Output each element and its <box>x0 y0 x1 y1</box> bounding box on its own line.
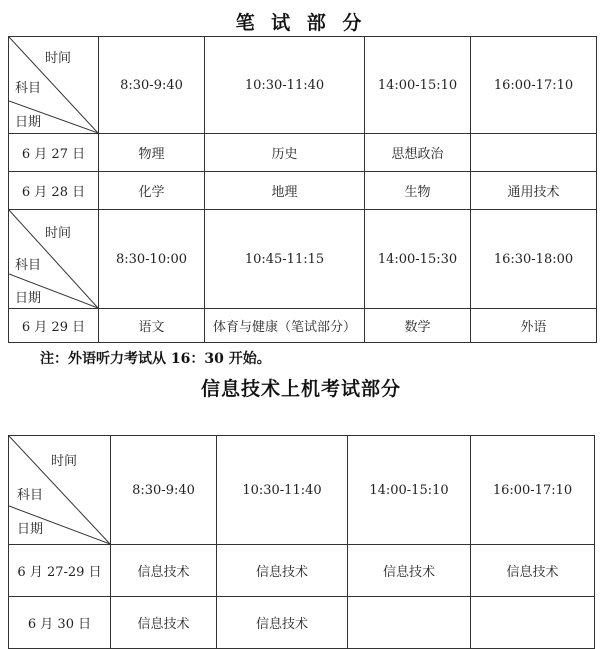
time-slot: 10:30-11:40 <box>217 436 348 545</box>
subject-cell: 思想政治 <box>365 134 471 172</box>
subject-cell: 信息技术 <box>111 597 217 649</box>
table-row <box>9 172 597 210</box>
time-slot: 8:30-9:40 <box>99 37 205 134</box>
subject-cell: 体育与健康（笔试部分） <box>205 309 365 343</box>
table-row <box>9 134 597 172</box>
subject-cell: 化学 <box>99 172 205 210</box>
time-slot: 8:30-9:40 <box>111 436 217 545</box>
diag-date-label: 日期 <box>17 522 44 537</box>
computer-exam-title: 信息技术上机考试部分 <box>200 378 401 400</box>
diagonal-header-cell <box>9 210 99 309</box>
time-header-row <box>9 436 595 545</box>
subject-cell: 信息技术 <box>348 545 471 597</box>
time-slot: 16:00-17:10 <box>471 37 597 134</box>
time-slot: 14:00-15:30 <box>365 210 471 309</box>
time-header-row <box>9 37 597 134</box>
time-slot: 10:30-11:40 <box>205 37 365 134</box>
date-cell: 6 月 27-29 日 <box>9 545 111 597</box>
subject-cell: 生物 <box>365 172 471 210</box>
subject-cell: 地理 <box>205 172 365 210</box>
time-header-row <box>9 210 597 309</box>
date-cell: 6 月 30 日 <box>9 597 111 649</box>
subject-cell <box>348 597 471 649</box>
listening-note: 注：外语听力考试从 16：30 开始。 <box>40 351 271 367</box>
diag-date-label: 日期 <box>15 115 42 130</box>
diag-time-label: 时间 <box>51 454 78 469</box>
subject-cell: 外语 <box>471 309 597 343</box>
time-slot: 14:00-15:10 <box>365 37 471 134</box>
time-slot: 14:00-15:10 <box>348 436 471 545</box>
diagonal-header-cell <box>9 37 99 134</box>
computer-exam-table <box>8 435 595 649</box>
diag-subject-label: 科目 <box>15 258 42 273</box>
time-slot: 16:00-17:10 <box>471 436 595 545</box>
table-row <box>9 597 595 649</box>
diag-time-label: 时间 <box>45 226 72 241</box>
diag-subject-label: 科目 <box>15 81 42 96</box>
date-cell: 6 月 27 日 <box>9 134 99 172</box>
date-cell: 6 月 29 日 <box>9 309 99 343</box>
table-row <box>9 545 595 597</box>
written-exam-table <box>8 36 597 343</box>
diagonal-header-cell <box>9 436 111 545</box>
subject-cell <box>471 597 595 649</box>
subject-cell: 信息技术 <box>111 545 217 597</box>
subject-cell: 信息技术 <box>471 545 595 597</box>
diag-subject-label: 科目 <box>17 488 44 503</box>
date-cell: 6 月 28 日 <box>9 172 99 210</box>
table-row <box>9 309 597 343</box>
subject-cell: 语文 <box>99 309 205 343</box>
subject-cell: 历史 <box>205 134 365 172</box>
subject-cell: 物理 <box>99 134 205 172</box>
time-slot: 8:30-10:00 <box>99 210 205 309</box>
subject-cell: 信息技术 <box>217 545 348 597</box>
time-slot: 16:30-18:00 <box>471 210 597 309</box>
diag-date-label: 日期 <box>15 291 42 306</box>
written-exam-title: 笔 试 部 分 <box>235 12 367 34</box>
subject-cell: 信息技术 <box>217 597 348 649</box>
subject-cell <box>471 134 597 172</box>
time-slot: 10:45-11:15 <box>205 210 365 309</box>
subject-cell: 通用技术 <box>471 172 597 210</box>
subject-cell: 数学 <box>365 309 471 343</box>
diag-time-label: 时间 <box>45 51 72 66</box>
